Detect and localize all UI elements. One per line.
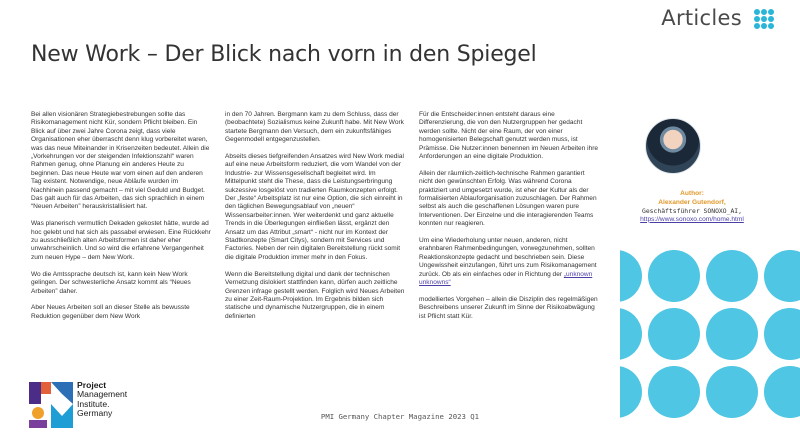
paragraph: Wo die Amtssprache deutsch ist, kann kein New Work gelingen. Der schwesterliche Ansatz kommt als “Neues Arbeiten” daher. [31,270,191,295]
text-column-1 [31,111,211,321]
paragraph-text: Um eine Wiederholung unter neuen, anderen, nicht erahnbaren Rahmenbedingungen, vorwegzunehmen, sollten Reaktionskonzepte gedacht und beschrieben sein. Diese Ungewissheit einzufangen, führt uns zum Risikomanagement zurück. Ob als ein einfaches oder in Richtung der [419,237,597,278]
text-column-3 [419,111,599,321]
paragraph: Für die Entscheider:innen entsteht daraus eine Differenzierung, die von den Nutzergruppen her gedacht werden sollte. Nicht der eine Raum, der von einer homogenisierten Belegschaft genutzt werden muss, ist Prämisse. Die Nutzer:innen benennen im Neuen Arbeiten ihre Anforderungen an eine digitale Produktion. [419,111,599,161]
unknown-unknowns-link[interactable]: „unknown unknowns“ [419,270,593,287]
pmi-logo-icon [29,382,73,428]
paragraph: Wenn die Bereitstellung digital und dank der technischen Vernetzung dislokiert stattfinden kann, dürfen auch zeitliche Grenzen infrage gestellt werden. Folglich wird Neues Arbeiten zu einer Zeit-Raum-Projektion. Im Ergebnis bilden sich statische und dynamische Nutzergruppen, die in einem definierten [225,270,405,320]
dot-grid-icon [754,9,774,29]
author-role: Geschäftsführer SONOXO_AI, [641,207,743,216]
paragraph: Aber Neues Arbeiten soll an dieser Stelle als bewusste Reduktion gegenüber dem New Work [31,304,190,320]
logo-line: Management [77,389,128,400]
paragraph: Allein der räumlich-zeitlich-technische Rahmen garantiert nicht den gewünschten Erfolg. Was während Corona praktiziert und umgesetzt wurde, ist eher der Kultur als der formalisierten Ablauforganisation zuzuschlagen. Der Rahmen selbst als auch die geschaffenen Lösungen waren pure Interventionen. Der Einzelne und die interagierenden Teams konnten nur reagieren. [419,169,597,228]
section-label: Articles [661,6,742,30]
author-info [612,190,772,224]
paragraph: Was planerisch vermutlich Dekaden gekostet hätte, wurde ad hoc gelebt und hat sich als passabel erwiesen. Eine Rückkehr zu ausschließlich alten Arbeitsformen ist daher eher unwahrscheinlich. Und so wird die erfahrene Vergangenheit zum neuen Hype – dem New Work. [31,220,211,261]
author-label: Author: [680,190,704,197]
paragraph: modelliertes Vorgehen – allein die Disziplin des regelmäßigen Beschreibens unserer Zukunft im Sinne der Risikoabwägung ist Pflicht statt Kür. [419,295,598,320]
author-name: Alexander Gutendorf, [658,198,726,206]
paragraph: Abseits dieses tiefgreifenden Ansatzes wird New Work medial auf eine neue Arbeitsform reduziert, die vom Wandel von der Industrie- zur Wissensgesellschaft begleitet wird. Im Mittelpunkt steht die These, dass die Leistungserbringung sukzessive losgelöst von tradierten Raumkonzepten erfolgt. Der „feste“ Arbeitsplatz ist nur eine Option, die sich einreiht in den täglichen Bewegungsablauf von „neuen“ Wissensarbeiter:innen. Wer weiterdenkt und ganz aktuelle Trends in die Überlegungen einfließen lässt, ergänzt den Ansatz um das Attribut „smart“ - nicht nur im Kontext der Stadtkonzepte (Smart Citys), sondern mit Services und Factories. Neben der rein digitalen Bereitstellung rückt somit die digitale Produktion immer mehr in den Fokus. [225,153,404,261]
author-website-link[interactable]: https://www.sonoxo.com/home.html [640,215,744,223]
author-portrait [645,118,701,174]
article-body [31,111,599,321]
paragraph: Bei allen visionären Strategiebestrebungen sollte das Risikomanagement nicht Kür, sondern Pflicht bleiben. Ein Blick auf über zwei Jahre Corona zeigt, dass viele Organisationen eher überrascht denn klug vorbereitet waren, was das neue Miteinander in Krisenzeiten bedeutet. Allein die „Vorkehrungen vor der steigenden Infektionszahl“ waren Rahmen genug, ohne Planung ein anderes Heute zu beginnen. Das neue Heute war vom einen auf den anderen Tag existent. Notwendige, neue Abläufe wurden im Nachhinein passend gemacht – mit viel Geduld und Budget. Das galt auch für das Arbeiten, das sich sprachlich in einem “Neuen Arbeiten” herauskristallisiert hat. [31,111,210,211]
paragraph: in den 70 Jahren. Bergmann kam zu dem Schluss, dass der (beobachtete) Sozialismus keine Zukunft habe. Mit New Work startete Bergmann den Versuch, dem ein zukunftsfähiges Gegenmodell entgegenzustellen. [225,111,404,144]
paragraph [419,237,599,287]
logo-line: Germany [77,408,113,419]
logo-line: Institute. [77,398,110,409]
footer-text: PMI Germany Chapter Magazine 2023 Q1 [320,412,480,421]
article-title: New Work – Der Blick nach vorn in den Spiegel [31,42,537,67]
text-column-2 [225,111,405,321]
logo-line: Project [77,380,107,390]
